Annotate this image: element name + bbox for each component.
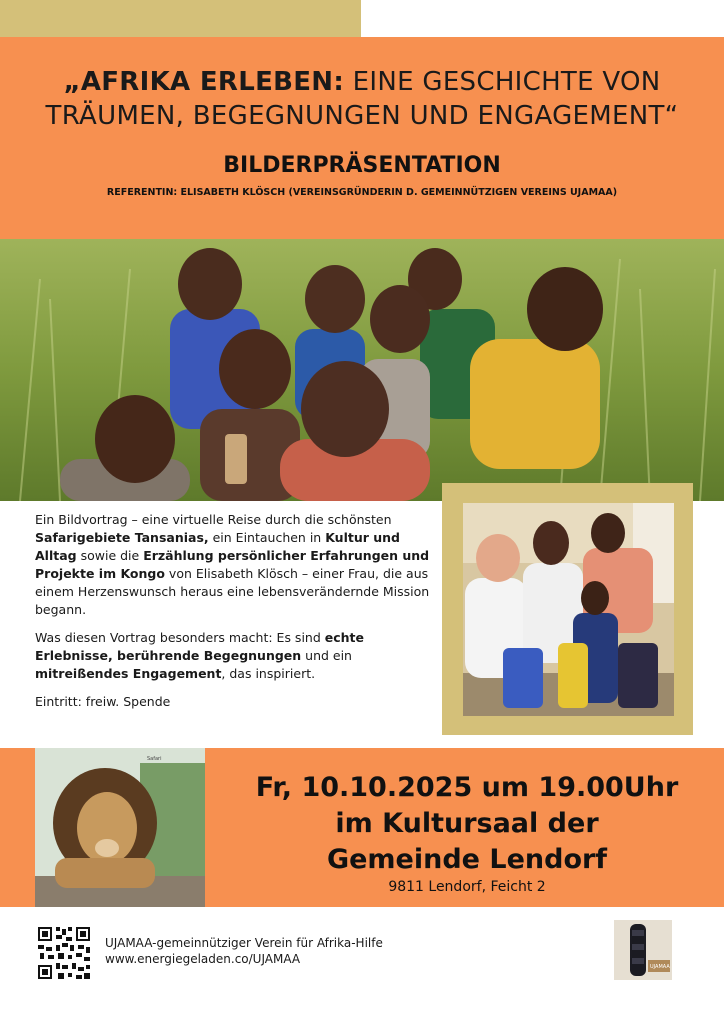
footer-organization: UJAMAA-gemeinnütziger Verein für Afrika-Hilfe [105,936,383,950]
text-run: sowie die [76,548,144,563]
top-gold-strip [0,0,361,37]
text-run: ein Eintauchen in [208,530,326,545]
qr-code-icon[interactable] [36,925,92,981]
page-title [10,65,714,133]
footer-url[interactable]: www.energiegeladen.co/UJAMAA [105,952,301,966]
event-address: 9811 Lendorf, Feicht 2 [388,879,546,895]
highlight-text: Erzählung persönlicher Erfahrungen und Projekte im Kongo [35,548,430,581]
event-banner [0,748,724,907]
lion-photo [35,748,205,907]
event-venue: im Kultursaal der [335,808,599,839]
description-paragraph-1 [35,511,433,619]
title-bold: „AFRIKA ERLEBEN: [63,67,345,97]
text-run: und ein [301,648,352,663]
highlight-text: echte Erlebnisse, berührende Begegnungen [35,630,365,663]
speaker-line: REFERENTIN: ELISABETH KLÖSCH (VEREINSGRÜNDERIN D. GEMEINNÜTZIGEN VEREINS UJAMAA) [106,187,618,198]
text-run: Was diesen Vortrag besonders macht: Es sind [35,630,325,645]
event-details [210,770,724,878]
text-run: , das inspiriert. [221,666,316,681]
footer-text [105,935,383,967]
hero-photo-children [0,239,724,501]
description-paragraph-2 [35,629,433,683]
header-banner [0,37,724,239]
title-rest: EINE GESCHICHTE VON TRÄUMEN, BEGEGNUNGEN UND ENGAGEMENT“ [45,67,679,131]
text-run: von Elisabeth Klösch – einer Frau, die aus einem Herzenswunsch heraus eine lebensverändernde Mission begann. [35,566,430,617]
entry-fee: Eintritt: freiw. Spende [35,694,171,709]
event-date-time: Fr, 10.10.2025 um 19.00Uhr [255,772,679,803]
highlight-text: Safarigebiete Tansanias, [35,530,209,545]
highlight-text: mitreißendes Engagement [35,666,222,681]
group-photo-frame [442,483,693,735]
logo-label: UJAMAA [650,964,670,970]
highlight-text: Kultur und Alltag [35,530,400,563]
event-municipality: Gemeinde Lendorf [326,844,608,875]
group-photo [463,503,674,716]
text-run: Ein Bildvortrag – eine virtuelle Reise durch die schönsten [35,512,392,527]
description-text [35,511,433,721]
subtitle: BILDERPRÄSENTATION [223,153,501,178]
ujamaa-logo [614,920,672,980]
svg-text:Safari: Safari [147,756,162,762]
